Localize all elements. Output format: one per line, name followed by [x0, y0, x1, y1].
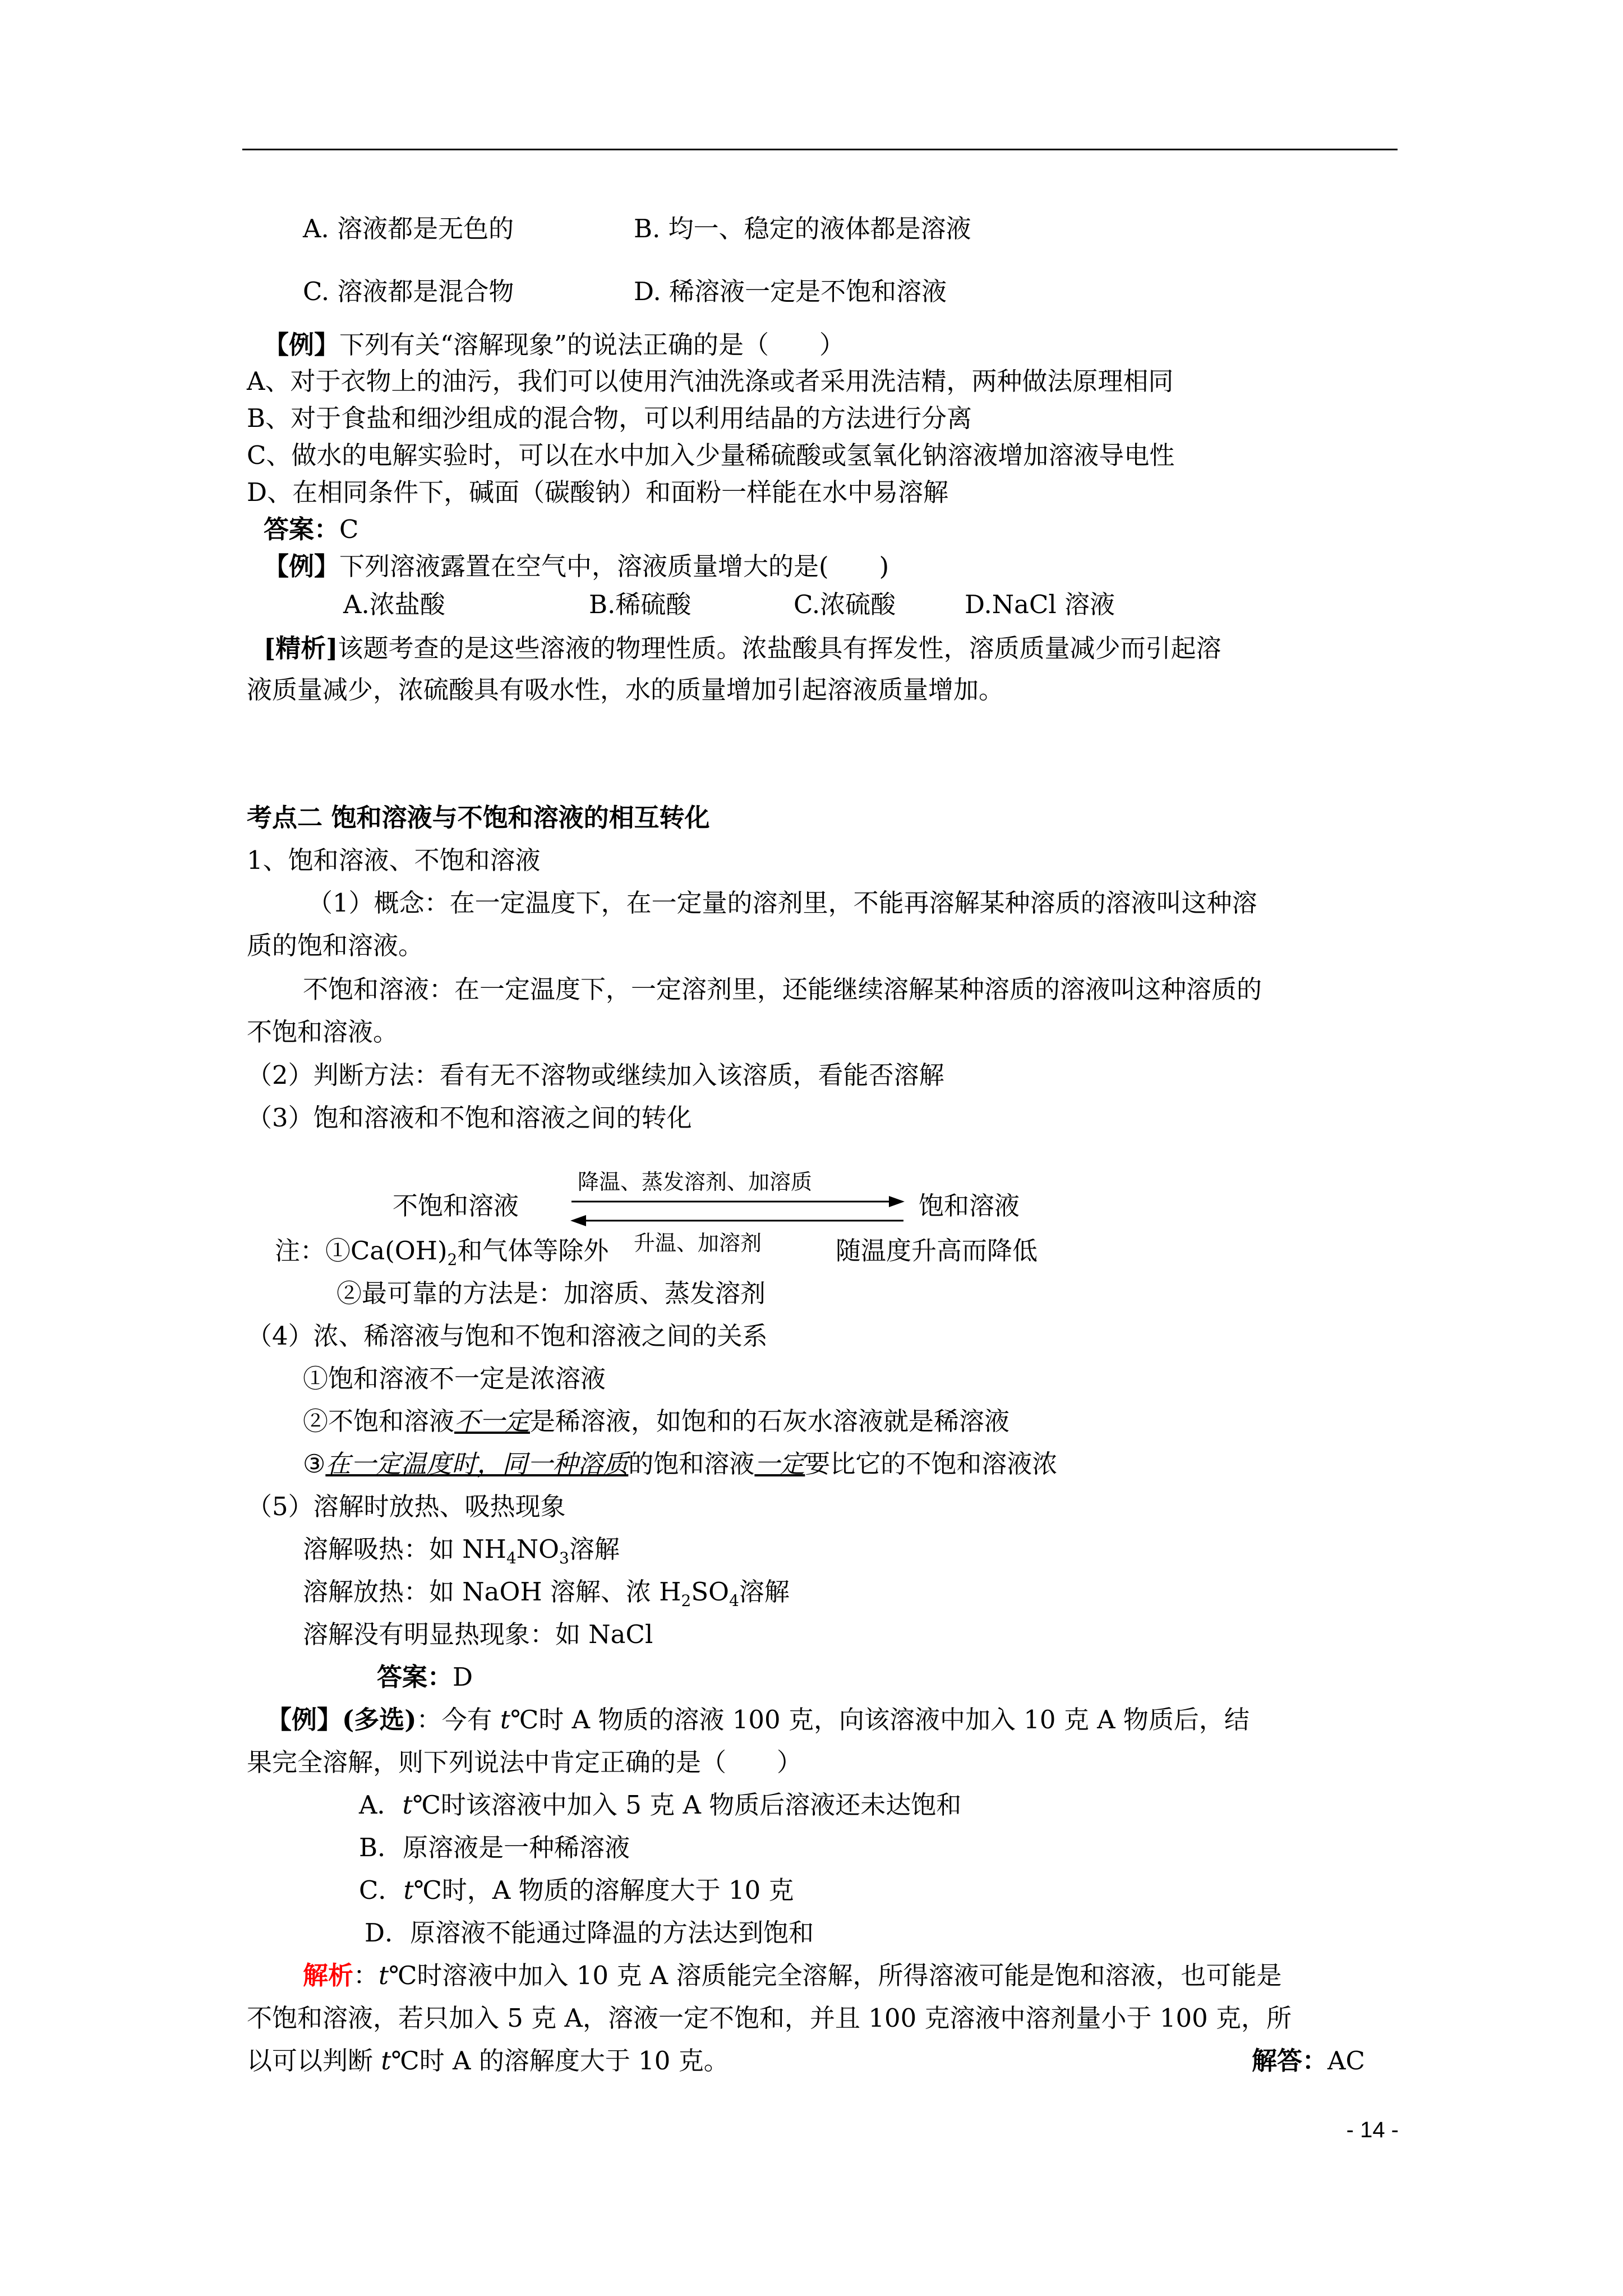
question-text: 下列有关“溶解现象”的说法正确的是（ ）	[339, 330, 845, 360]
variable-t: t	[379, 1961, 389, 1990]
diagram-forward-condition: 降温、蒸发溶剂、加溶质	[578, 1170, 813, 1194]
subscript: 2	[681, 1591, 691, 1610]
example-1-option-d: D、在相同条件下，碱面（碳酸钠）和面粉一样能在水中易溶解	[247, 477, 949, 507]
option-text: C．	[359, 1875, 404, 1905]
option-a: A. 溶液都是无色的	[303, 214, 514, 243]
analysis-text: ：	[353, 1961, 379, 1990]
answer-value: AC	[1327, 2046, 1365, 2076]
subscript: 4	[506, 1549, 517, 1567]
question-text: 下列溶液露置在空气中，溶液质量增大的是( )	[339, 551, 889, 581]
example-2-option-a: A.浓盐酸	[343, 590, 445, 619]
concept-line-1: （1）概念：在一定温度下，在一定量的溶剂里，不能再溶解某种溶质的溶液叫这种溶	[307, 888, 1257, 918]
analysis-tag: [精析]	[264, 633, 338, 663]
relation-text: 要比它的不饱和溶液浓	[805, 1449, 1058, 1479]
answer-label: 解答：	[1252, 2046, 1328, 2076]
variable-t: t	[403, 1875, 414, 1905]
example-tag: 【例】(多选)	[266, 1705, 417, 1734]
subscript: 2	[447, 1250, 458, 1269]
example-3-question-line-2: 果完全溶解，则下列说法中肯定正确的是（ ）	[247, 1747, 803, 1777]
conversion-heading: （3）饱和溶液和不饱和溶液之间的转化	[247, 1103, 692, 1133]
example-3-question-line-1	[266, 1703, 1249, 1737]
emphasis: 不一定	[454, 1406, 531, 1436]
relation-text: 的饱和溶液	[628, 1449, 755, 1479]
example-2-analysis-line-1	[264, 632, 1221, 665]
question-text: ℃时 A 物质的溶液 100 克，向该溶液中加入 10 克 A 物质后，结	[510, 1705, 1249, 1734]
relation-text: 是稀溶液，如饱和的石灰水溶液就是稀溶液	[530, 1406, 1010, 1436]
heat-answer	[377, 1660, 473, 1694]
example-2-analysis-line-2: 液质量减少，浓硫酸具有吸水性，水的质量增加引起溶液质量增加。	[247, 675, 1004, 705]
answer-value: D	[453, 1662, 473, 1692]
example-1-option-b: B、对于食盐和细沙组成的混合物，可以利用结晶的方法进行分离	[247, 403, 972, 433]
header-rule	[242, 149, 1398, 150]
note-text: 和气体等除外	[457, 1236, 609, 1266]
heat-text: 溶解放热：如 NaOH 溶解、浓 H	[303, 1577, 681, 1607]
analysis-text: 该题考查的是这些溶液的物理性质。浓盐酸具有挥发性，溶质质量减少而引起溶	[338, 633, 1221, 663]
analysis-text: ℃时溶液中加入 10 克 A 溶质能完全溶解，所得溶液可能是饱和溶液，也可能是	[389, 1961, 1282, 1990]
option-c: C. 溶液都是混合物	[303, 277, 514, 306]
example-3-option-a	[359, 1788, 961, 1822]
heat-text: 溶解吸热：如 NH	[303, 1534, 506, 1564]
relation-2	[303, 1405, 1009, 1438]
option-text: ℃时该溶液中加入 5 克 A 物质后溶液还未达饱和	[412, 1790, 962, 1820]
example-1-answer	[264, 513, 358, 546]
emphasis: 一定	[754, 1449, 805, 1479]
note-1-left	[275, 1234, 608, 1268]
diagram-left-label: 不饱和溶液	[393, 1191, 519, 1221]
example-3-answer	[1252, 2044, 1365, 2078]
subscript: 4	[729, 1591, 739, 1610]
example-1-option-c: C、做水的电解实验时，可以在水中加入少量稀硫酸或氢氧化钠溶液增加溶液导电性	[247, 440, 1175, 470]
conversion-arrows	[569, 1195, 906, 1228]
heat-release	[303, 1575, 790, 1609]
example-2-question	[264, 550, 889, 583]
relation-1: ①饱和溶液不一定是浓溶液	[303, 1364, 606, 1393]
unsaturated-line-1: 不饱和溶液：在一定温度下，一定溶剂里，还能继续溶解某种溶质的溶液叫这种溶质的	[303, 974, 1262, 1004]
analysis-tag: 解析	[303, 1961, 354, 1990]
relation-text: ③	[303, 1449, 326, 1479]
answer-value: C	[339, 514, 359, 544]
example-1-question	[264, 328, 845, 362]
section-heading-1: 1、饱和溶液、不饱和溶液	[247, 845, 541, 875]
diagram-right-label: 饱和溶液	[919, 1191, 1020, 1221]
analysis-text: ℃时 A 的溶解度大于 10 克。	[391, 2046, 729, 2076]
variable-t: t	[500, 1705, 510, 1734]
option-text: ℃时，A 物质的溶解度大于 10 克	[413, 1875, 794, 1905]
variable-t: t	[402, 1790, 413, 1820]
page-number: - 14 -	[1346, 2118, 1399, 2142]
note-1-right: 随温度升高而降低	[836, 1236, 1038, 1266]
option-b: B. 均一、稳定的液体都是溶液	[634, 214, 971, 243]
reverse-arrow-head	[570, 1215, 586, 1226]
example-3-analysis-line-2: 不饱和溶液，若只加入 5 克 A，溶液一定不饱和，并且 100 克溶液中溶剂量小于 100 克，所	[247, 2003, 1292, 2033]
example-3-analysis-line-3	[247, 2044, 729, 2078]
relation-heading: （4）浓、稀溶液与饱和不饱和溶液之间的关系	[247, 1321, 768, 1351]
example-2-option-b: B.稀硫酸	[589, 590, 691, 619]
example-1-option-a: A、对于衣物上的油污，我们可以使用汽油洗涤或者采用洗洁精，两种做法原理相同	[247, 366, 1174, 396]
analysis-text: 以可以判断	[247, 2046, 381, 2076]
example-2-option-d: D.NaCl 溶液	[965, 590, 1115, 619]
question-text: ：今有	[416, 1705, 500, 1734]
note-text: 注：①Ca(OH)	[275, 1236, 448, 1266]
heat-absorb	[303, 1533, 620, 1566]
judge-method: （2）判断方法：看有无不溶物或继续加入该溶质，看能否溶解	[247, 1060, 944, 1090]
example-2-option-c: C.浓硫酸	[794, 590, 896, 619]
heat-text: 溶解	[569, 1534, 620, 1564]
example-3-analysis-line-1	[303, 1959, 1281, 1993]
heat-none: 溶解没有明显热现象：如 NaCl	[303, 1619, 653, 1649]
relation-3	[303, 1447, 1057, 1481]
unsaturated-line-2: 不饱和溶液。	[247, 1017, 399, 1047]
subscript: 3	[559, 1549, 569, 1567]
concept-line-2: 质的饱和溶液。	[247, 931, 424, 960]
example-tag: 【例】	[264, 551, 340, 581]
example-3-option-d: D．原溶液不能通过降温的方法达到饱和	[365, 1918, 814, 1948]
answer-label: 答案：	[377, 1662, 453, 1692]
example-3-option-b: B．原溶液是一种稀溶液	[359, 1833, 630, 1862]
example-tag: 【例】	[264, 330, 340, 360]
relation-text: ②不饱和溶液	[303, 1406, 455, 1436]
emphasis: 在一定温度时，同一种溶质	[325, 1449, 629, 1479]
example-3-option-c	[359, 1874, 794, 1907]
note-2: ②最可靠的方法是：加溶质、蒸发溶剂	[336, 1278, 766, 1308]
heat-heading: （5）溶解时放热、吸热现象	[247, 1492, 566, 1521]
variable-t: t	[381, 2046, 391, 2076]
option-d: D. 稀溶液一定是不饱和溶液	[634, 277, 947, 306]
answer-label: 答案：	[264, 514, 340, 544]
forward-arrow-head	[889, 1196, 905, 1207]
heat-text: 溶解	[739, 1577, 790, 1607]
section-title: 考点二 饱和溶液与不饱和溶液的相互转化	[247, 803, 710, 832]
diagram-reverse-condition: 升温、加溶剂	[634, 1231, 762, 1255]
option-text: A．	[359, 1790, 403, 1820]
heat-text: NO	[516, 1534, 560, 1564]
heat-text: SO	[691, 1577, 730, 1607]
